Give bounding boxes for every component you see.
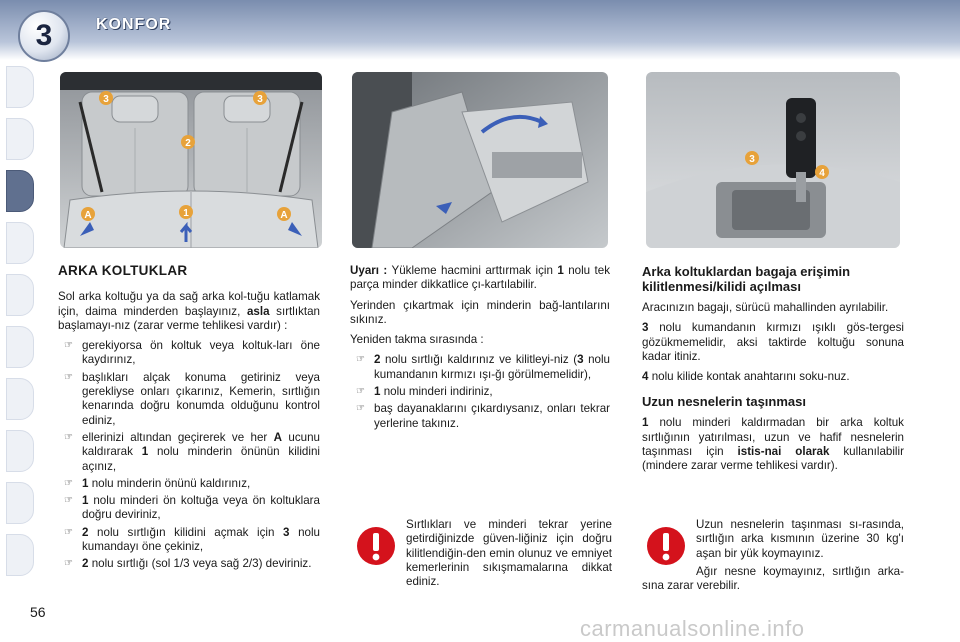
safety-note-text: Sırtlıkları ve minderi tekrar yerine getirdiğinizde güven-liğiniz için doğru kilitlendiğin-den emin olunuz ve emniyet kemerlerinin sıkışmamalarına dikkat ediniz.: [406, 518, 612, 589]
chapter-tab[interactable]: [6, 430, 34, 472]
chapter-tab[interactable]: [6, 274, 34, 316]
list-item: ☞ gerekiyorsa ön koltuk veya koltuk-ları öne kaydırınız,: [64, 339, 320, 367]
chapter-tab[interactable]: [6, 378, 34, 420]
callout-label: A: [84, 210, 92, 221]
page-number: 56: [30, 604, 46, 620]
warning-icon: [356, 526, 396, 566]
paragraph: 3 nolu kumandanın kırmızı ışıklı gös-tergesi gözükmemelidir, aksi taktirde koltuğu sonuna kadar itiniz.: [642, 321, 904, 363]
callout-label: 3: [749, 154, 755, 165]
chapter-tab[interactable]: [6, 66, 34, 108]
instruction-list: [350, 353, 610, 430]
trunk-access-section: [642, 264, 904, 480]
paragraph: Aracınızın bagajı, sürücü mahallinden ayrılabilir.: [642, 301, 889, 314]
warning-icon: [646, 526, 686, 566]
list-item: ☞ başlıkları alçak konuma getiriniz veya gerekliyse onları çıkarınız, Kemerin, sırtlığın kenarında doğru konumda olduğunu kontrol ediniz,: [64, 370, 320, 427]
chapter-tab[interactable]: [6, 222, 34, 264]
list-item: ☞ 1 nolu minderi indiriniz,: [356, 385, 493, 399]
instruction-list: [58, 339, 320, 571]
intro-paragraph: Sol arka koltuğu ya da sağ arka kol-tuğu katlamak için, daima minderden başlayınız, asla sırtlıktan başlamayı-nız (zarar verme tehlikesi vardır) :: [58, 290, 320, 332]
callout-label: 3: [103, 94, 109, 105]
callout-label: 3: [257, 94, 263, 105]
chapter-tab[interactable]: [6, 482, 34, 524]
callout-label: 4: [819, 168, 825, 179]
load-warning-note: [642, 518, 904, 608]
list-item: ☞ 2 nolu sırtlığı (sol 1/3 veya sağ 2/3) deviriniz.: [64, 557, 312, 571]
list-item: ☞ 1 nolu minderin önünü kaldırınız,: [64, 476, 251, 490]
rear-seats-photo: [60, 72, 322, 248]
list-item: ☞ 2 nolu sırtlığın kilidini açmak için 3 nolu kumandayı öne çekiniz,: [64, 525, 320, 554]
callout-label: A: [280, 210, 288, 221]
list-item: ☞ 2 nolu sırtlığı kaldırınız ve kilitleyi-niz (3 nolu kumandanın kırmızı ışı-ğı görülmemelidir),: [356, 353, 610, 381]
safety-note: [350, 518, 612, 608]
load-warning-text-2: Ağır nesne koymayınız, sırtlığın arka-sına zarar verebilir.: [642, 564, 904, 593]
list-item: ☞ ellerinizi altından geçirerek ve her A ucunu kaldırarak 1 nolu minderin önünün kilidini açınız,: [64, 430, 320, 473]
section-title: Arka koltuklardan bagaja erişimin kilitlenmesi/kilidi açılması: [642, 264, 851, 294]
list-item: ☞ 1 nolu minderi ön koltuğa veya ön koltuklara doğru deviriniz,: [64, 494, 320, 522]
paragraph: Yerinden çıkartmak için minderin bağ-lantılarını sıkınız.: [350, 298, 610, 326]
warning-paragraph: Uyarı : Yükleme hacmini arttırmak için 1 nolu tek parça minder dikkatlice çı-kartılabilir.: [350, 264, 610, 292]
callout-label: 2: [185, 138, 191, 149]
chapter-number-badge: 3: [18, 10, 70, 62]
chapter-title: KONFOR: [96, 16, 172, 33]
chapter-tab-active[interactable]: [6, 170, 34, 212]
load-warning-text: Uzun nesnelerin taşınması sı-rasında, sırtlığın arka kısmının üzerine 30 kg'ı aşan bir yük koymayınız.: [696, 518, 904, 560]
callout-label: 1: [183, 208, 189, 219]
chapter-tab[interactable]: [6, 326, 34, 368]
list-item: ☞ baş dayanaklarını çıkardıysanız, onları tekrar yerlerine takınız.: [356, 402, 610, 430]
watermark: carmanualsonline.info: [580, 616, 805, 641]
removal-section: [350, 264, 610, 434]
paragraph: Yeniden takma sırasında :: [350, 333, 484, 347]
paragraph: 1 nolu minderi kaldırmadan bir arka koltuk sırtlığının yatırılması, uzun ve hafif nesnelerin taşınması için istis-nai olarak kullanılabilir (mindere zarar verme tehlikesi vardır).: [642, 416, 904, 473]
chapter-tab[interactable]: [6, 534, 34, 576]
folded-seat-photo: [352, 72, 608, 248]
section-title: ARKA KOLTUKLAR: [58, 263, 188, 278]
rear-seats-section: [58, 264, 320, 575]
paragraph: 4 nolu kilide kontak anahtarını soku-nuz.: [642, 370, 850, 384]
key-lock-photo: [646, 72, 900, 248]
chapter-tabs: [0, 62, 36, 582]
section-title: Uzun nesnelerin taşınması: [642, 394, 806, 410]
chapter-tab[interactable]: [6, 118, 34, 160]
